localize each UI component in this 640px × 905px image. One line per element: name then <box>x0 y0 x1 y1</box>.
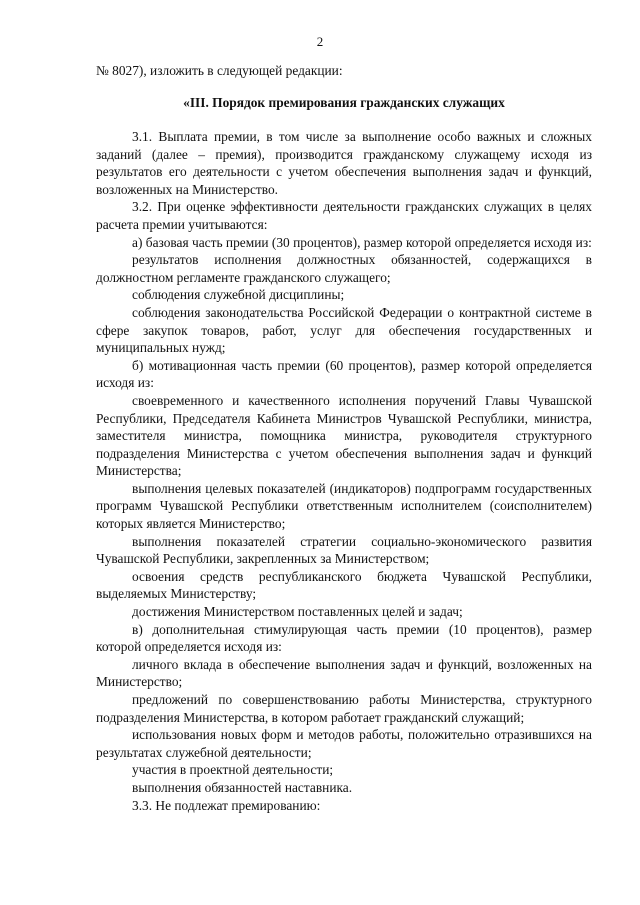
paragraph: личного вклада в обеспечение выполнения задач и функций, возложенных на Министерство; <box>96 656 592 690</box>
paragraph: освоения средств республиканского бюджета Чувашской Республики, выделяемых Министерству; <box>96 568 592 602</box>
page-number: 2 <box>316 34 324 49</box>
paragraph: 3.3. Не подлежат премированию: <box>132 797 321 813</box>
section-heading: «III. Порядок премирования гражданских служащих <box>183 95 505 110</box>
paragraph: выполнения целевых показателей (индикаторов) подпрограмм государственных программ Чувашской Республики ответственным исполнителем (соисполнителем) которых является Министерство; <box>96 480 592 532</box>
document-body <box>96 128 592 814</box>
lead-line: № 8027), изложить в следующей редакции: <box>96 63 343 78</box>
paragraph: выполнения показателей стратегии социально-экономического развития Чувашской Республики, закрепленных за Министерством; <box>96 533 592 567</box>
paragraph: использования новых форм и методов работы, положительно отразившихся на результатах служебной деятельности; <box>96 727 592 760</box>
paragraph: выполнения обязанностей наставника. <box>132 779 353 795</box>
paragraph: 3.2. При оценке эффективности деятельности гражданских служащих в целях расчета премии учитываются: <box>96 199 592 232</box>
paragraph: а) базовая часть премии (30 процентов), размер которой определяется исходя из: <box>132 234 592 250</box>
paragraph: б) мотивационная часть премии (60 процентов), размер которой определяется исходя из: <box>96 357 592 391</box>
paragraph: 3.1. Выплата премии, в том числе за выполнение особо важных и сложных заданий (далее – премия), производится гражданскому служащему исходя из результатов его деятельности с учетом обеспечения выполнения задач и функций, возложенных на Министерство. <box>96 129 592 197</box>
paragraph: своевременного и качественного исполнения поручений Главы Чувашской Республики, Председателя Кабинета Министров Чувашской Республики, министра, заместителя министра, помощника министра, руководителя структурного подразделения Министерства с учетом обеспечения выполнения задач и функций Министерства; <box>96 392 592 479</box>
paragraph: предложений по совершенствованию работы Министерства, структурного подразделения Министерства, в котором работает гражданский служащий; <box>96 692 592 725</box>
paragraph: в) дополнительная стимулирующая часть премии (10 процентов), размер которой определяется исходя из: <box>96 621 592 655</box>
paragraph: соблюдения служебной дисциплины; <box>132 287 345 303</box>
paragraph: участия в проектной деятельности; <box>132 762 334 778</box>
paragraph: результатов исполнения должностных обязанностей, содержащихся в должностном регламенте гражданского служащего; <box>96 252 592 285</box>
paragraph: достижения Министерством поставленных целей и задач; <box>132 604 463 620</box>
paragraph: соблюдения законодательства Российской Федерации о контрактной системе в сфере закупок товаров, работ, услуг для обеспечения государственных и муниципальных нужд; <box>96 304 592 356</box>
